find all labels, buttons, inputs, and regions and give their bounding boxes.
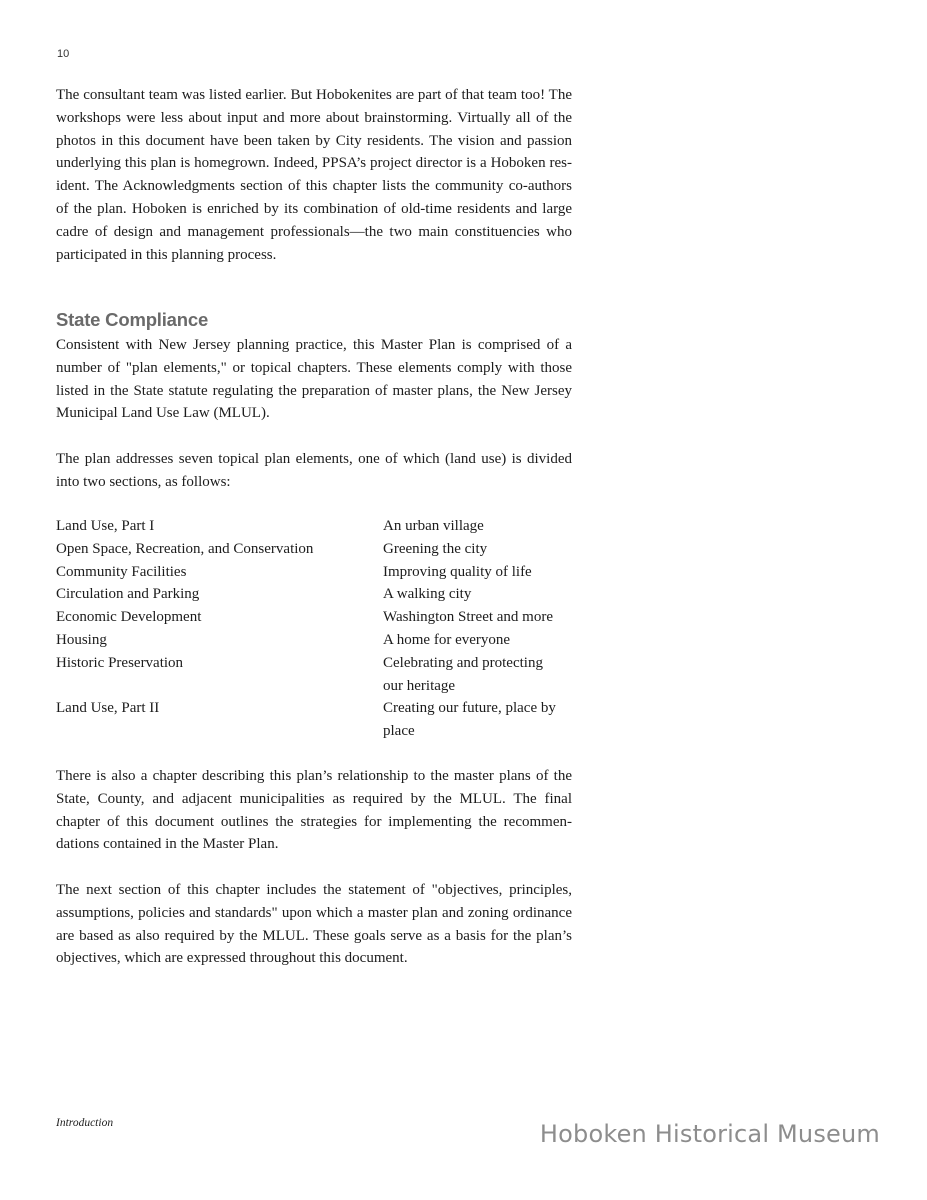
chapter-footer-label: Introduction: [56, 1117, 114, 1129]
plan-element-theme: A walking city: [383, 586, 472, 603]
plan-element-theme: Creating our future, place by place: [383, 700, 556, 740]
plan-element-row: [56, 652, 572, 698]
plan-element-row: [56, 561, 572, 584]
plan-element-name: Community Facilities: [56, 563, 187, 580]
compliance-paragraph: Consistent with New Jersey planning practice, this Master Plan is comprised of a number of "plan elements," or topical chapters. These elements comply with those listed in the State statute regulating the preparation of master plans, the New Jersey Municipal Land Use Law (MLUL).: [56, 337, 572, 422]
plan-elements-list: [56, 515, 572, 743]
plan-element-theme: An urban village: [383, 518, 484, 534]
plan-element-row: [56, 606, 572, 629]
plan-element-name: Economic Development: [56, 609, 202, 626]
section-heading: State Compliance: [56, 309, 209, 330]
plan-element-name: Land Use, Part II: [56, 700, 160, 717]
plan-element-row: [56, 629, 572, 652]
plan-element-row: [56, 583, 572, 606]
elements-intro-paragraph: The plan addresses seven topical plan elements, one of which (land use) is divided into two sections, as follows:: [56, 451, 572, 490]
page-number: 10: [57, 48, 70, 60]
museum-watermark: Hoboken Historical Museum: [539, 1120, 880, 1148]
plan-element-row: [56, 515, 572, 538]
plan-element-name: Open Space, Recreation, and Conservation: [56, 540, 314, 557]
plan-element-row: [56, 538, 572, 561]
plan-element-name: Circulation and Parking: [56, 586, 200, 603]
plan-element-name: Historic Preservation: [56, 654, 184, 671]
objectives-paragraph: The next section of this chapter includes the statement of "objectives, principles, assumptions, policies and standards" upon which a master plan and zoning ordinance are based as also required by the MLUL. These goals serve as a basis for the plan’s objectives, which are expressed throughout this document.: [56, 882, 572, 967]
plan-element-theme: Improving quality of life: [383, 563, 532, 580]
related-plans-paragraph: There is also a chapter describing this plan’s relationship to the master plans of the State, County, and adjacent municipalities as required by the MLUL. The final chapter of this document outlines the strategies for implementing the recommendations contained in the Master Plan.: [56, 768, 572, 853]
plan-element-theme: A home for everyone: [383, 631, 511, 648]
plan-element-row: [56, 697, 572, 743]
plan-element-theme: Greening the city: [383, 540, 488, 557]
plan-element-name: Housing: [56, 631, 107, 648]
plan-element-theme: Washington Street and more: [383, 609, 554, 626]
plan-element-theme: Celebrating and protecting our heritage: [383, 654, 543, 694]
plan-element-name: Land Use, Part I: [56, 518, 155, 534]
intro-paragraph: The consultant team was listed earlier. But Hobokenites are part of that team too! The workshops were less about input and more about brainstorming. Virtually all of the photos in this document have been taken by City residents. The vision and passion underlying this plan is homegrown. Indeed, PPSA’s project director is a Hoboken resident. The Acknowledgments section of this chapter lists the community co-authors of the plan. Hoboken is enriched by its combination of old-time residents and large cadre of design and management professionals—the two main constituencies who participated in this planning process.: [56, 87, 572, 263]
